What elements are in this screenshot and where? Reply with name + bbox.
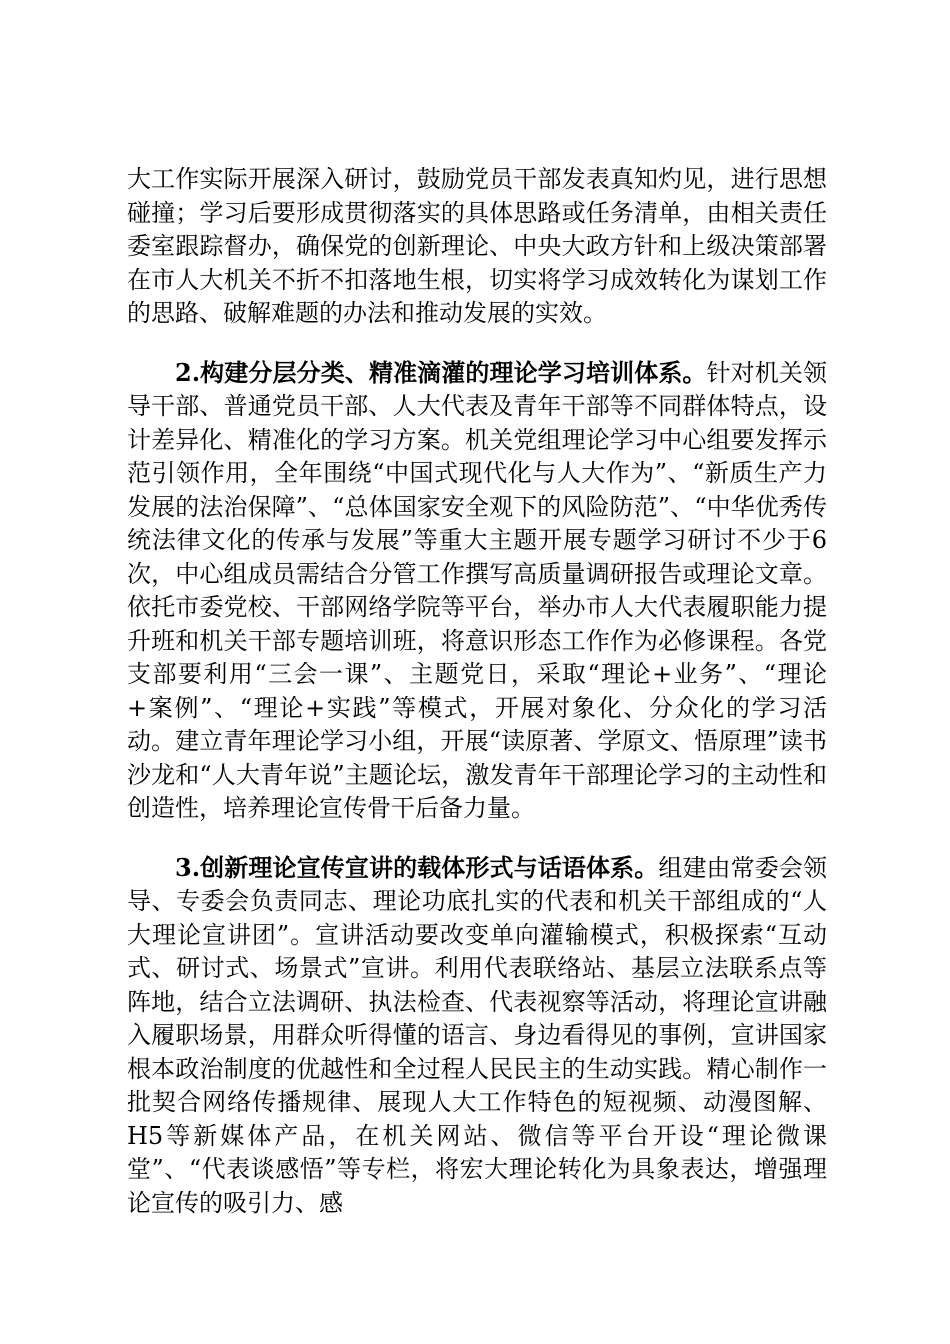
- section-3-heading: 3.创新理论宣传宣讲的载体形式与话语体系。: [175, 852, 659, 882]
- paragraph-continued: [127, 163, 827, 331]
- paragraph-section-3: [127, 851, 827, 1221]
- paragraph-2-text: 针对机关领导干部、普通党员干部、人大代表及青年干部等不同群体特点，设计差异化、精准化的学习方案。机关党组理论学习中心组要发挥示范引领作用，全年围绕“中国式现代化与人大作为”、“新质生产力发展的法治保障”、“总体国家安全观下的风险防范”、“中华优秀传统法律文化的传承与发展”等重大主题开展专题学习研讨不少于6次，中心组成员需结合分管工作撰写高质量调研报告或理论文章。依托市委党校、干部网络学院等平台，举办市人大代表履职能力提升班和机关干部专题培训班，将意识形态工作作为必修课程。各党支部要利用“三会一课”、主题党日，采取“理论+业务”、“理论+案例”、“理论+实践”等模式，开展对象化、分众化的学习活动。建立青年理论学习小组，开展“读原著、学原文、悟原理”读书沙龙和“人大青年说”主题论坛，激发青年干部理论学习的主动性和创造性，培养理论宣传骨干后备力量。: [127, 358, 827, 822]
- paragraph-1-text: 大工作实际开展深入研讨，鼓励党员干部发表真知灼见，进行思想碰撞；学习后要形成贯彻落实的具体思路或任务清单，由相关责任委室跟踪督办，确保党的创新理论、中央大政方针和上级决策部署在市人大机关不折不扣落地生根，切实将学习成效转化为谋划工作的思路、破解难题的办法和推动发展的实效。: [127, 165, 827, 327]
- paragraph-3-text: 组建由常委会领导、专委会负责同志、理论功底扎实的代表和机关干部组成的“人大理论宣讲团”。宣讲活动要改变单向灌输模式，积极探索“互动式、研讨式、场景式”宣讲。利用代表联络站、基层立法联系点等阵地，结合立法调研、执法检查、代表视察等活动，将理论宣讲融入履职场景，用群众听得懂的语言、身边看得见的事例，宣讲国家根本政治制度的优越性和全过程人民民主的生动实践。精心制作一批契合网络传播规律、展现人大工作特色的短视频、动漫图解、H5等新媒体产品，在机关网站、微信等平台开设“理论微课堂”、“代表谈感悟”等专栏，将宏大理论转化为具象表达，增强理论宣传的吸引力、感: [127, 853, 828, 1217]
- section-2-heading: 2.构建分层分类、精准滴灌的理论学习培训体系。: [175, 357, 707, 387]
- paragraph-section-2: [127, 356, 827, 826]
- document-page: [127, 163, 827, 1220]
